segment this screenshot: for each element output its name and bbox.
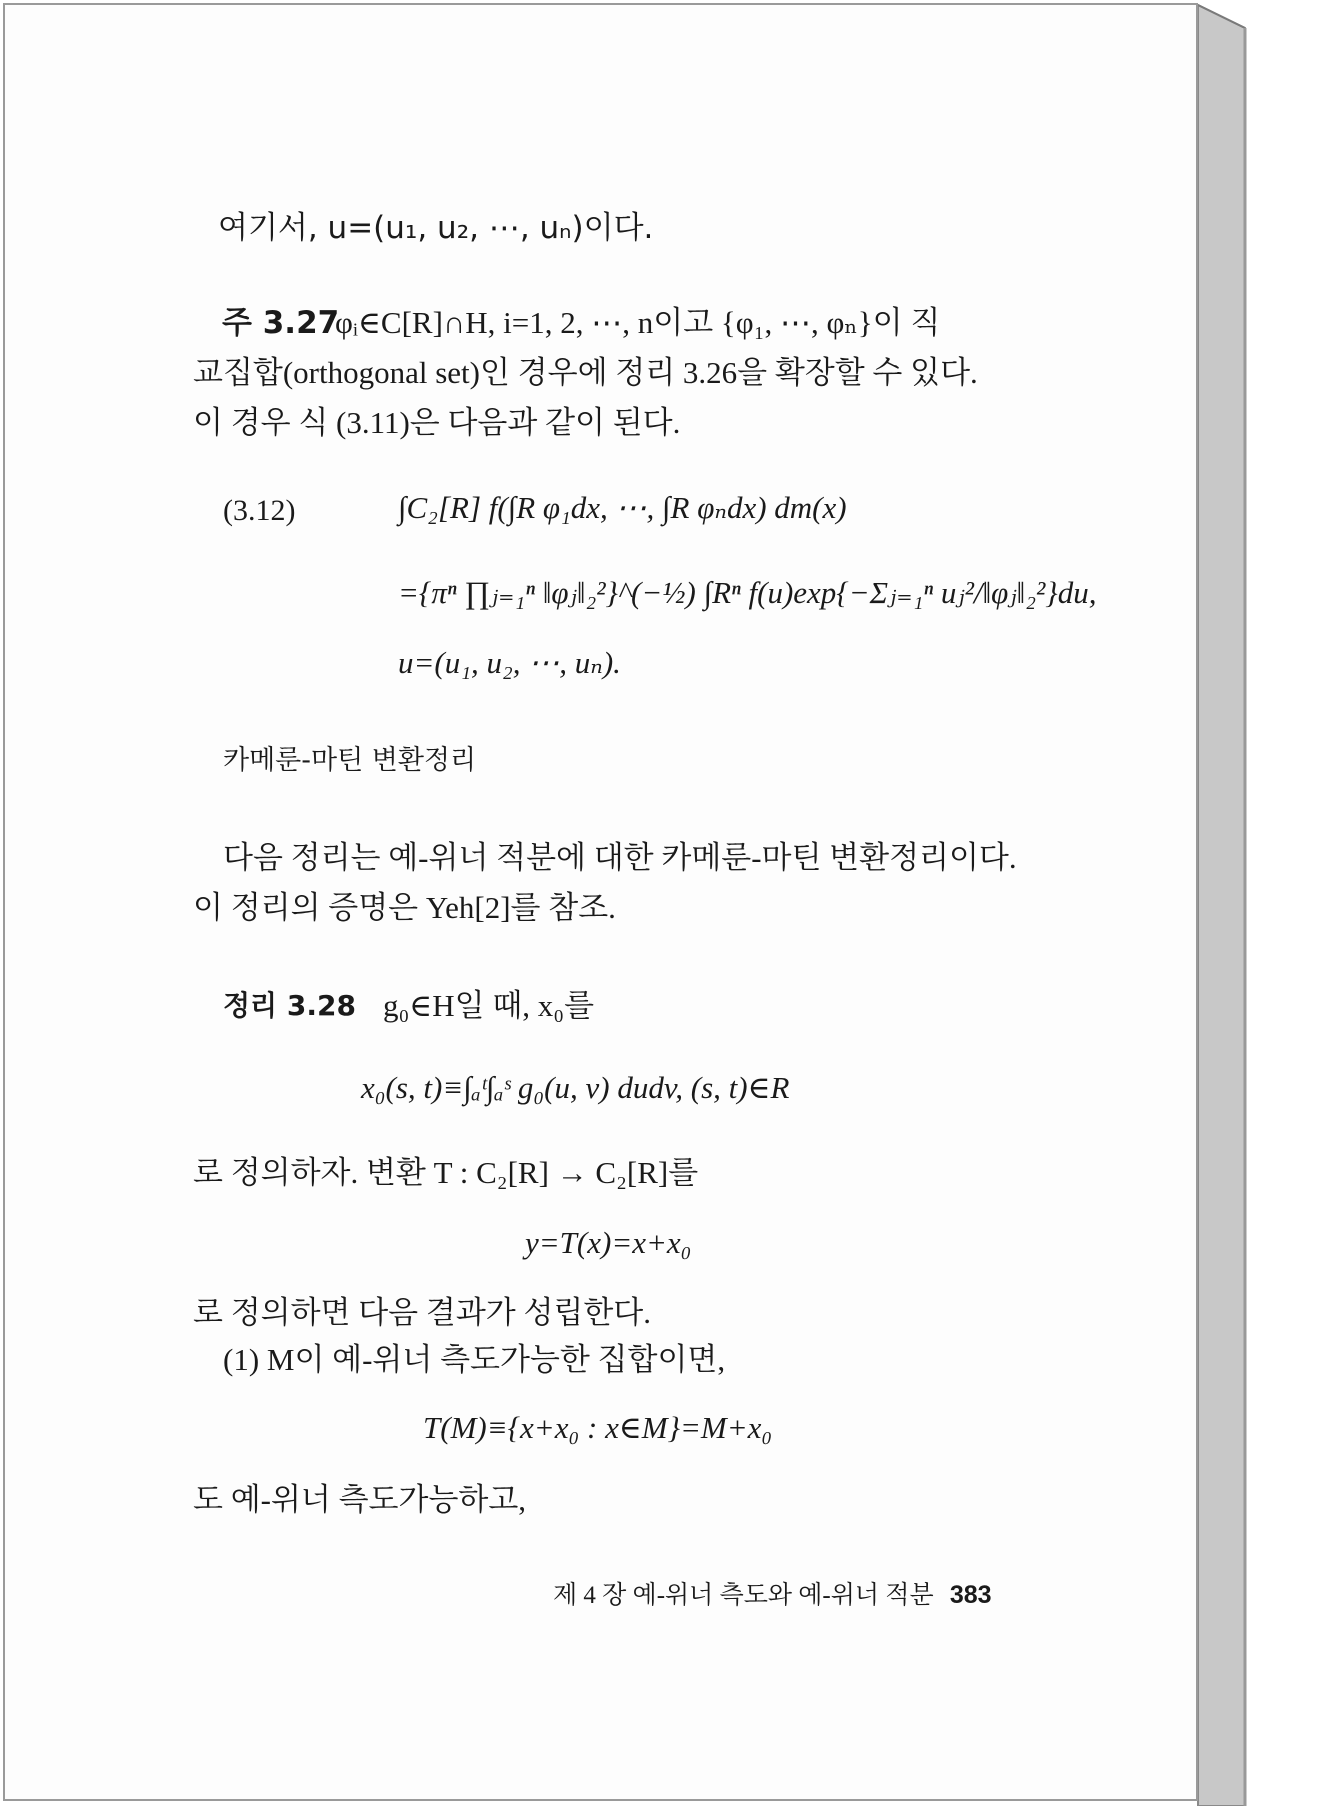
theorem-equation-2: y=T(x)=x+x₀	[525, 1225, 692, 1260]
theorem-line-2: 로 정의하자. 변환 T : C₂[R] → C₂[R]를	[193, 1155, 699, 1190]
note-line-1: φᵢ∈C[R]∩H, i=1, 2, ⋯, n이고 {φ₁, ⋯, φₙ}이 직	[335, 305, 941, 340]
theorem-line-4: (1) M이 예-위너 측도가능한 집합이면,	[223, 1342, 726, 1377]
intro-line: 여기서, u=(u₁, u₂, ⋯, uₙ)이다.	[218, 210, 654, 246]
note-line-3: 이 경우 식 (3.11)은 다음과 같이 된다.	[193, 405, 681, 440]
theorem-line-5: 도 예-위너 측도가능하고,	[193, 1482, 527, 1517]
theorem-equation-1: x₀(s, t)≡∫ₐᵗ∫ₐˢ g₀(u, v) dudv, (s, t)∈R	[361, 1070, 790, 1105]
note-line-2: 교집합(orthogonal set)인 경우에 정리 3.26을 확장할 수 있다.	[193, 355, 978, 390]
equation-line-3: u=(u₁, u₂, ⋯, uₙ).	[398, 645, 621, 680]
theorem-line-1: g₀∈H일 때, x₀를	[383, 988, 595, 1023]
theorem-equation-3: T(M)≡{x+x₀ : x∈M}=M+x₀	[423, 1410, 773, 1445]
theorem-line-3: 로 정의하면 다음 결과가 성립한다.	[193, 1295, 651, 1330]
page-number: 383	[949, 1581, 992, 1609]
paragraph-line-2: 이 정리의 증명은 Yeh[2]를 참조.	[193, 890, 616, 925]
theorem-label: 정리 3.28	[223, 989, 356, 1022]
book-page	[3, 3, 1198, 1801]
running-head: 제 4 장 예-위너 측도와 예-위너 적분	[553, 1582, 934, 1609]
paragraph-line-1: 다음 정리는 예-위너 적분에 대한 카메룬-마틴 변환정리이다.	[223, 840, 1017, 875]
section-heading: 카메룬-마틴 변환정리	[223, 745, 477, 776]
note-label: 주 3.27	[222, 305, 340, 341]
page-footer	[553, 1575, 992, 1611]
equation-line-2: ={πⁿ ∏ⱼ₌₁ⁿ ‖φⱼ‖₂²}^(−½) ∫Rⁿ f(u)exp{−Σⱼ₌₁ⁿ uⱼ²/‖φⱼ‖₂²}du,	[398, 575, 1097, 610]
equation-line-1: ∫C₂[R] f(∫R φ₁dx, ⋯, ∫R φₙdx) dm(x)	[398, 490, 847, 525]
equation-number: (3.12)	[223, 494, 296, 527]
